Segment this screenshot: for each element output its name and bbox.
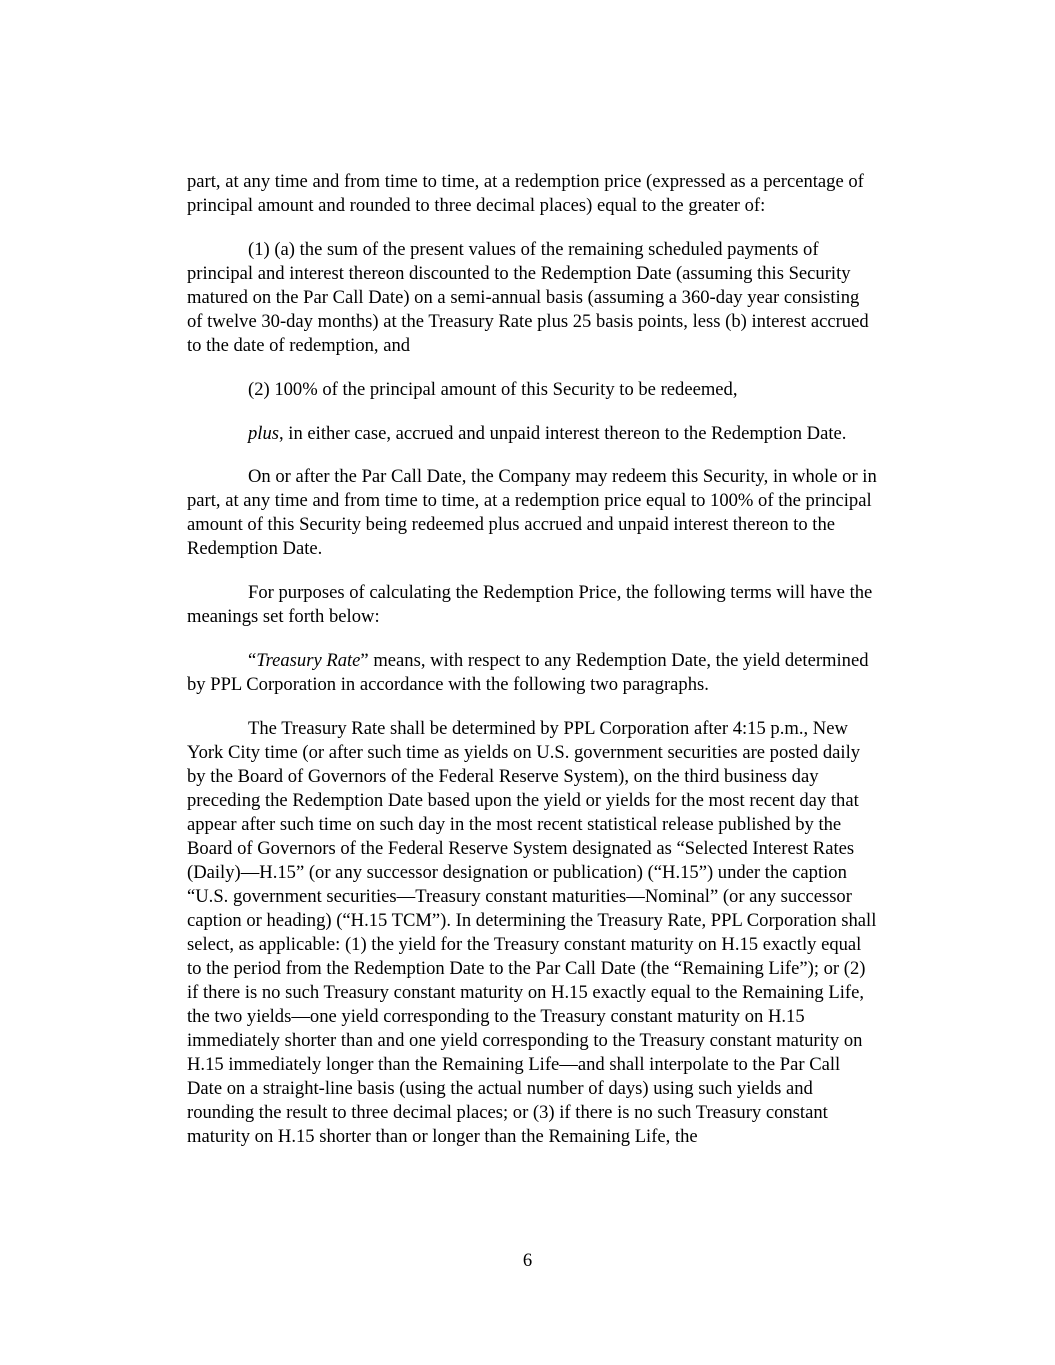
paragraph-clause-2: (2) 100% of the principal amount of this Security to be redeemed, [248,379,738,400]
paragraph-clause-1: (1) (a) the sum of the present values of the remaining scheduled payments of principal and interest thereon discounted to the Redemption Date (assuming this Security matured on the Par Call Date) on a semi-annual basis (assuming a 360-day year consisting of twelve 30-day months) at the Treasury Rate plus 25 basis points, less (b) interest accrued to the date of redemption, and [187,239,869,356]
italic-plus: plus [248,423,279,444]
paragraph-treasury-rate-definition [187,649,877,697]
paragraph-treasury-rate-determination: The Treasury Rate shall be determined by PPL Corporation after 4:15 p.m., New York City time (or after such time as yields on U.S. government securities are posted daily by the Board of Governors of the Federal Reserve System), on the third business day preceding the Redemption Date based upon the yield or yields for the most recent day that appear after such time on such day in the most recent statistical release published by the Board of Governors of the Federal Reserve System designated as “Selected Interest Rates (Daily)—H.15” (or any successor designation or publication) (“H.15”) under the caption “U.S. government securities—Treasury constant maturities—Nominal” (or any successor caption or heading) (“H.15 TCM”). In determining the Treasury Rate, PPL Corporation shall select, as applicable: (1) the yield for the Treasury constant maturity on H.15 exactly equal to the period from the Redemption Date to the Par Call Date (the “Remaining Life”); or (2) if there is no such Treasury constant maturity on H.15 exactly equal to the Remaining Life, the two yields—one yield corresponding to the Treasury constant maturity on H.15 immediately shorter than and one yield corresponding to the Treasury constant maturity on H.15 immediately longer than the Remaining Life—and shall interpolate to the Par Call Date on a straight-line basis (using the actual number of days) using such yields and rounding the result to three decimal places; or (3) if there is no such Treasury constant maturity on H.15 shorter than or longer than the Remaining Life, the [187,718,877,1147]
paragraph-par-call-redemption: On or after the Par Call Date, the Company may redeem this Security, in whole or in part, at any time and from time to time, at a redemption price equal to 100% of the principal amount of this Security being redeemed plus accrued and unpaid interest thereon to the Redemption Date. [187,466,877,559]
paragraph-redemption-price-intro: part, at any time and from time to time, at a redemption price (expressed as a percentage of principal amount and rounded to three decimal places) equal to the greater of: [187,171,864,216]
page-number: 6 [522,1250,533,1271]
paragraph-plus-interest [187,422,877,446]
paragraph-plus-text: , in either case, accrued and unpaid interest thereon to the Redemption Date. [279,423,847,444]
italic-treasury-rate-term: Treasury Rate [256,650,361,671]
paragraph-definitions-intro: For purposes of calculating the Redemption Price, the following terms will have the meanings set forth below: [187,582,873,627]
open-quote: “ [248,650,257,671]
definition-text: ” means, with respect to any Redemption Date, the yield determined by PPL Corporation in accordance with the following two paragraphs. [187,650,869,695]
document-page-body [187,170,877,1149]
